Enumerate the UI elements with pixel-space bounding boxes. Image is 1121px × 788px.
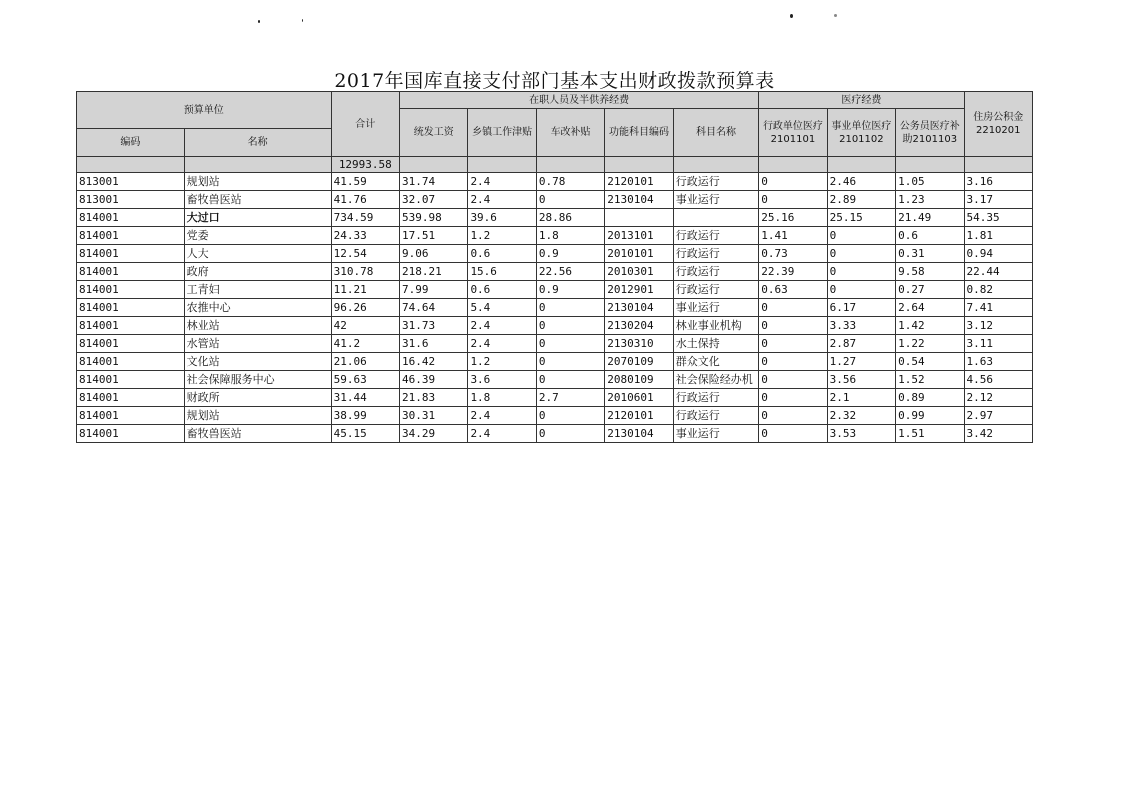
header-budget-unit: 预算单位 xyxy=(77,92,332,129)
total-cell: 38.99 xyxy=(331,407,399,425)
total-cell: 310.78 xyxy=(331,263,399,281)
township-allowance-cell: 15.6 xyxy=(468,263,536,281)
inst-medical-cell: 0 xyxy=(827,263,895,281)
township-allowance-cell: 1.8 xyxy=(468,389,536,407)
subject-name-cell: 行政运行 xyxy=(673,245,759,263)
township-allowance-cell: 1.2 xyxy=(468,227,536,245)
unit-code-cell: 814001 xyxy=(77,209,185,227)
salary-cell: 31.73 xyxy=(400,317,468,335)
admin-medical-cell: 0.63 xyxy=(759,281,827,299)
housing-fund-cell: 7.41 xyxy=(964,299,1033,317)
car-allowance-cell: 22.56 xyxy=(536,263,604,281)
unit-name-cell: 畜牧兽医站 xyxy=(184,425,331,443)
inst-medical-cell: 2.46 xyxy=(827,173,895,191)
scan-speck xyxy=(302,19,303,22)
car-allowance-cell: 0 xyxy=(536,335,604,353)
admin-medical-cell: 0.73 xyxy=(759,245,827,263)
total-cell: 11.21 xyxy=(331,281,399,299)
unit-code-cell: 813001 xyxy=(77,173,185,191)
admin-medical-cell: 0 xyxy=(759,407,827,425)
housing-fund-cell: 1.81 xyxy=(964,227,1033,245)
car-allowance-cell: 0 xyxy=(536,317,604,335)
table-row xyxy=(77,245,1033,263)
scan-speck xyxy=(790,14,793,18)
car-allowance-cell: 0 xyxy=(536,191,604,209)
unit-code-cell: 814001 xyxy=(77,335,185,353)
inst-medical-cell: 2.87 xyxy=(827,335,895,353)
header-township-allowance: 乡镇工作津贴 xyxy=(468,109,536,157)
civil-medical-cell: 0.54 xyxy=(896,353,964,371)
car-allowance-cell: 28.86 xyxy=(536,209,604,227)
civil-medical-cell: 0.99 xyxy=(896,407,964,425)
car-allowance-cell: 0.9 xyxy=(536,281,604,299)
total-cell: 42 xyxy=(331,317,399,335)
unit-name-cell: 政府 xyxy=(184,263,331,281)
inst-medical-cell: 2.89 xyxy=(827,191,895,209)
header-func-code: 功能科目编码 xyxy=(605,109,673,157)
car-allowance-cell: 0 xyxy=(536,407,604,425)
func-code-cell: 2010101 xyxy=(605,245,673,263)
unit-code-cell: 814001 xyxy=(77,263,185,281)
unit-code-cell: 814001 xyxy=(77,353,185,371)
header-salary: 统发工资 xyxy=(400,109,468,157)
township-allowance-cell: 2.4 xyxy=(468,407,536,425)
unit-code-cell: 814001 xyxy=(77,299,185,317)
car-allowance-cell: 0 xyxy=(536,425,604,443)
subject-name-cell: 水土保持 xyxy=(673,335,759,353)
inst-medical-cell: 0 xyxy=(827,227,895,245)
grand-total-row xyxy=(77,157,1033,173)
func-code-cell: 2130310 xyxy=(605,335,673,353)
housing-fund-cell: 3.12 xyxy=(964,317,1033,335)
car-allowance-cell: 0.9 xyxy=(536,245,604,263)
admin-medical-cell: 0 xyxy=(759,389,827,407)
township-allowance-cell: 2.4 xyxy=(468,191,536,209)
housing-fund-cell: 4.56 xyxy=(964,371,1033,389)
admin-medical-cell: 0 xyxy=(759,353,827,371)
admin-medical-cell: 0 xyxy=(759,317,827,335)
housing-fund-cell: 22.44 xyxy=(964,263,1033,281)
total-name-cell xyxy=(184,157,331,173)
civil-medical-cell: 9.58 xyxy=(896,263,964,281)
total-cell: 12.54 xyxy=(331,245,399,263)
total-cell: 96.26 xyxy=(331,299,399,317)
subject-name-cell: 事业运行 xyxy=(673,425,759,443)
subject-name-cell xyxy=(673,209,759,227)
header-medical-group: 医疗经费 xyxy=(759,92,964,109)
township-allowance-cell: 0.6 xyxy=(468,281,536,299)
civil-medical-cell: 0.31 xyxy=(896,245,964,263)
unit-code-cell: 813001 xyxy=(77,191,185,209)
func-code-cell: 2070109 xyxy=(605,353,673,371)
admin-medical-cell: 0 xyxy=(759,371,827,389)
subject-name-cell: 事业运行 xyxy=(673,299,759,317)
unit-name-cell: 水管站 xyxy=(184,335,331,353)
table-row xyxy=(77,317,1033,335)
car-allowance-cell: 2.7 xyxy=(536,389,604,407)
salary-cell: 34.29 xyxy=(400,425,468,443)
salary-cell: 74.64 xyxy=(400,299,468,317)
housing-fund-cell: 3.16 xyxy=(964,173,1033,191)
admin-medical-cell: 25.16 xyxy=(759,209,827,227)
subject-name-cell: 行政运行 xyxy=(673,227,759,245)
unit-code-cell: 814001 xyxy=(77,371,185,389)
housing-fund-cell: 0.82 xyxy=(964,281,1033,299)
header-car-allowance: 车改补贴 xyxy=(536,109,604,157)
table-row xyxy=(77,389,1033,407)
salary-cell: 9.06 xyxy=(400,245,468,263)
func-code-cell: 2130104 xyxy=(605,425,673,443)
subject-name-cell: 行政运行 xyxy=(673,407,759,425)
township-allowance-cell: 3.6 xyxy=(468,371,536,389)
township-allowance-cell: 39.6 xyxy=(468,209,536,227)
salary-cell: 17.51 xyxy=(400,227,468,245)
inst-medical-cell: 2.1 xyxy=(827,389,895,407)
unit-code-cell: 814001 xyxy=(77,245,185,263)
unit-name-cell: 大过口 xyxy=(184,209,331,227)
table-row xyxy=(77,191,1033,209)
inst-medical-cell: 3.33 xyxy=(827,317,895,335)
func-code-cell: 2010601 xyxy=(605,389,673,407)
housing-fund-cell: 54.35 xyxy=(964,209,1033,227)
admin-medical-cell: 0 xyxy=(759,173,827,191)
housing-fund-cell: 3.42 xyxy=(964,425,1033,443)
housing-fund-cell: 3.11 xyxy=(964,335,1033,353)
func-code-cell: 2010301 xyxy=(605,263,673,281)
salary-cell: 31.6 xyxy=(400,335,468,353)
table-row xyxy=(77,281,1033,299)
subject-name-cell: 行政运行 xyxy=(673,263,759,281)
salary-cell: 32.07 xyxy=(400,191,468,209)
header-staff-group: 在职人员及半供养经费 xyxy=(400,92,759,109)
unit-code-cell: 814001 xyxy=(77,281,185,299)
header-name: 名称 xyxy=(184,129,331,157)
unit-name-cell: 畜牧兽医站 xyxy=(184,191,331,209)
scan-speck xyxy=(258,20,260,23)
table-row xyxy=(77,263,1033,281)
func-code-cell: 2013101 xyxy=(605,227,673,245)
budget-table xyxy=(76,91,1033,443)
table-row xyxy=(77,371,1033,389)
housing-fund-cell: 0.94 xyxy=(964,245,1033,263)
housing-fund-cell: 2.12 xyxy=(964,389,1033,407)
car-allowance-cell: 0 xyxy=(536,299,604,317)
car-allowance-cell: 1.8 xyxy=(536,227,604,245)
inst-medical-cell: 0 xyxy=(827,281,895,299)
subject-name-cell: 行政运行 xyxy=(673,389,759,407)
inst-medical-cell: 6.17 xyxy=(827,299,895,317)
unit-name-cell: 社会保障服务中心 xyxy=(184,371,331,389)
civil-medical-cell: 1.23 xyxy=(896,191,964,209)
civil-medical-cell: 0.6 xyxy=(896,227,964,245)
table-row xyxy=(77,299,1033,317)
admin-medical-cell: 0 xyxy=(759,425,827,443)
admin-medical-cell: 0 xyxy=(759,299,827,317)
subject-name-cell: 行政运行 xyxy=(673,281,759,299)
township-allowance-cell: 2.4 xyxy=(468,425,536,443)
unit-name-cell: 人大 xyxy=(184,245,331,263)
func-code-cell xyxy=(605,209,673,227)
admin-medical-cell: 1.41 xyxy=(759,227,827,245)
func-code-cell: 2120101 xyxy=(605,407,673,425)
township-allowance-cell: 1.2 xyxy=(468,353,536,371)
grand-total-value: 12993.58 xyxy=(331,157,399,173)
civil-medical-cell: 1.42 xyxy=(896,317,964,335)
unit-name-cell: 规划站 xyxy=(184,407,331,425)
table-row xyxy=(77,227,1033,245)
salary-cell: 31.74 xyxy=(400,173,468,191)
township-allowance-cell: 2.4 xyxy=(468,173,536,191)
total-cell: 45.15 xyxy=(331,425,399,443)
inst-medical-cell: 1.27 xyxy=(827,353,895,371)
scan-speck xyxy=(834,14,837,17)
header-subject-name: 科目名称 xyxy=(673,109,759,157)
inst-medical-cell: 3.53 xyxy=(827,425,895,443)
func-code-cell: 2130104 xyxy=(605,191,673,209)
inst-medical-cell: 0 xyxy=(827,245,895,263)
table-row xyxy=(77,173,1033,191)
total-cell: 59.63 xyxy=(331,371,399,389)
func-code-cell: 2130104 xyxy=(605,299,673,317)
subject-name-cell: 群众文化 xyxy=(673,353,759,371)
unit-name-cell: 农推中心 xyxy=(184,299,331,317)
header-admin-medical: 行政单位医疗2101101 xyxy=(759,109,827,157)
civil-medical-cell: 1.52 xyxy=(896,371,964,389)
township-allowance-cell: 5.4 xyxy=(468,299,536,317)
subject-name-cell: 事业运行 xyxy=(673,191,759,209)
township-allowance-cell: 0.6 xyxy=(468,245,536,263)
car-allowance-cell: 0 xyxy=(536,353,604,371)
func-code-cell: 2120101 xyxy=(605,173,673,191)
unit-name-cell: 规划站 xyxy=(184,173,331,191)
unit-name-cell: 文化站 xyxy=(184,353,331,371)
func-code-cell: 2130204 xyxy=(605,317,673,335)
table-row xyxy=(77,407,1033,425)
salary-cell: 539.98 xyxy=(400,209,468,227)
unit-name-cell: 林业站 xyxy=(184,317,331,335)
inst-medical-cell: 3.56 xyxy=(827,371,895,389)
header-housing-fund: 住房公积金2210201 xyxy=(964,92,1033,157)
header-inst-medical: 事业单位医疗2101102 xyxy=(827,109,895,157)
table-row xyxy=(77,335,1033,353)
civil-medical-cell: 2.64 xyxy=(896,299,964,317)
township-allowance-cell: 2.4 xyxy=(468,317,536,335)
total-cell: 21.06 xyxy=(331,353,399,371)
subject-name-cell: 林业事业机构 xyxy=(673,317,759,335)
unit-code-cell: 814001 xyxy=(77,425,185,443)
unit-code-cell: 814001 xyxy=(77,317,185,335)
inst-medical-cell: 2.32 xyxy=(827,407,895,425)
func-code-cell: 2080109 xyxy=(605,371,673,389)
salary-cell: 7.99 xyxy=(400,281,468,299)
unit-code-cell: 814001 xyxy=(77,407,185,425)
unit-name-cell: 财政所 xyxy=(184,389,331,407)
total-cell: 734.59 xyxy=(331,209,399,227)
header-code: 编码 xyxy=(77,129,185,157)
civil-medical-cell: 1.51 xyxy=(896,425,964,443)
unit-name-cell: 工青妇 xyxy=(184,281,331,299)
housing-fund-cell: 2.97 xyxy=(964,407,1033,425)
total-cell: 24.33 xyxy=(331,227,399,245)
housing-fund-cell: 3.17 xyxy=(964,191,1033,209)
admin-medical-cell: 0 xyxy=(759,335,827,353)
func-code-cell: 2012901 xyxy=(605,281,673,299)
total-cell: 41.2 xyxy=(331,335,399,353)
inst-medical-cell: 25.15 xyxy=(827,209,895,227)
salary-cell: 16.42 xyxy=(400,353,468,371)
salary-cell: 21.83 xyxy=(400,389,468,407)
unit-code-cell: 814001 xyxy=(77,389,185,407)
salary-cell: 46.39 xyxy=(400,371,468,389)
subject-name-cell: 社会保险经办机 xyxy=(673,371,759,389)
salary-cell: 30.31 xyxy=(400,407,468,425)
car-allowance-cell: 0 xyxy=(536,371,604,389)
header-total: 合计 xyxy=(331,92,399,157)
housing-fund-cell: 1.63 xyxy=(964,353,1033,371)
admin-medical-cell: 22.39 xyxy=(759,263,827,281)
admin-medical-cell: 0 xyxy=(759,191,827,209)
total-code-cell xyxy=(77,157,185,173)
subject-name-cell: 行政运行 xyxy=(673,173,759,191)
civil-medical-cell: 0.27 xyxy=(896,281,964,299)
page-title: 2017年国库直接支付部门基本支出财政拨款预算表 xyxy=(334,70,775,92)
civil-medical-cell: 0.89 xyxy=(896,389,964,407)
township-allowance-cell: 2.4 xyxy=(468,335,536,353)
table-row xyxy=(77,353,1033,371)
unit-code-cell: 814001 xyxy=(77,227,185,245)
table-row xyxy=(77,209,1033,227)
civil-medical-cell: 1.22 xyxy=(896,335,964,353)
total-cell: 41.76 xyxy=(331,191,399,209)
total-cell: 41.59 xyxy=(331,173,399,191)
car-allowance-cell: 0.78 xyxy=(536,173,604,191)
salary-cell: 218.21 xyxy=(400,263,468,281)
header-civil-medical: 公务员医疗补助2101103 xyxy=(896,109,964,157)
table-row xyxy=(77,425,1033,443)
total-cell: 31.44 xyxy=(331,389,399,407)
civil-medical-cell: 21.49 xyxy=(896,209,964,227)
unit-name-cell: 党委 xyxy=(184,227,331,245)
civil-medical-cell: 1.05 xyxy=(896,173,964,191)
